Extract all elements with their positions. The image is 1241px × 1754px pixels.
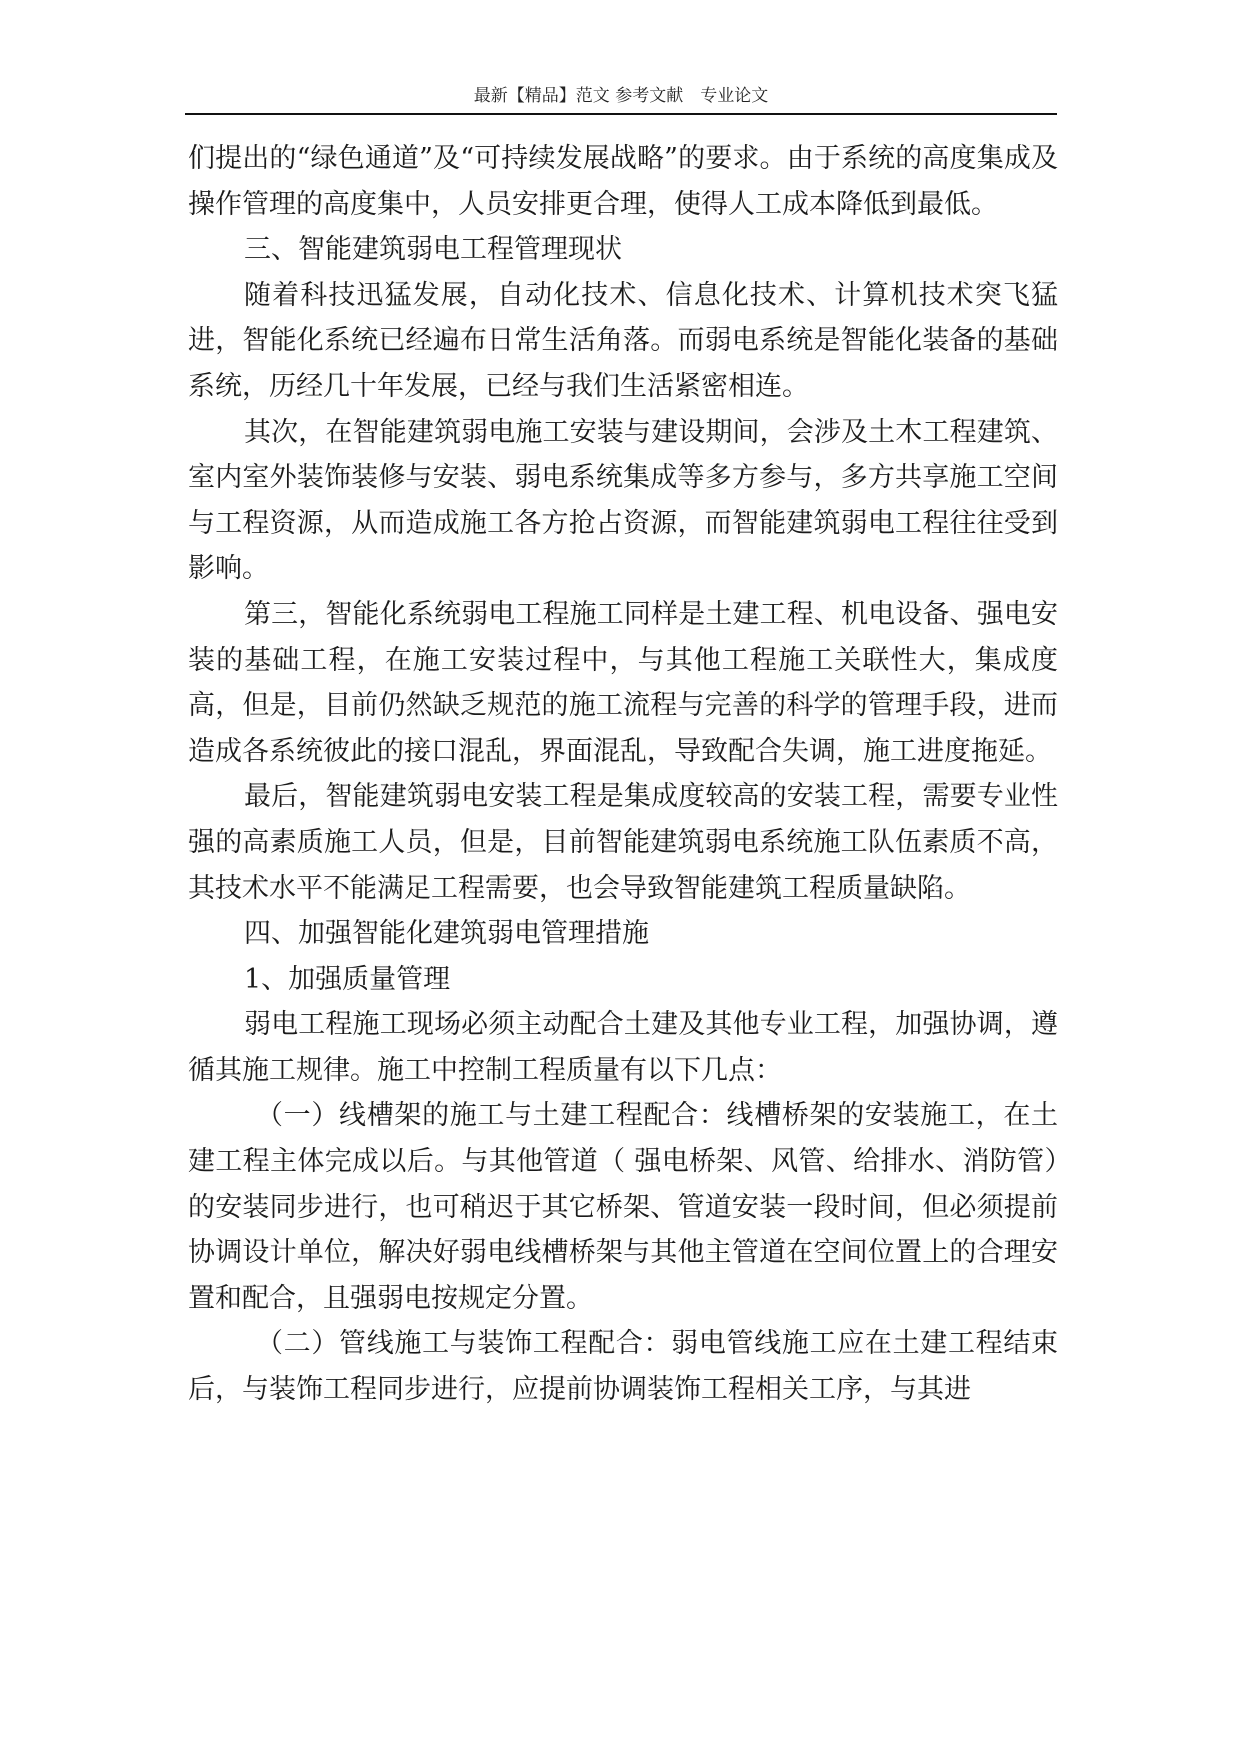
- header-divider: [185, 113, 1057, 115]
- paragraph: 最后，智能建筑弱电安装工程是集成度较高的安装工程，需要专业性强的高素质施工人员，但是，目前智能建筑弱电系统施工队伍素质不高，其技术水平不能满足工程需要，也会导致智能建筑工程质量缺陷。: [188, 781, 1058, 904]
- document-body: [188, 136, 1058, 1413]
- paragraph: 第三，智能化系统弱电工程施工同样是土建工程、机电设备、强电安装的基础工程，在施工安装过程中，与其他工程施工关联性大，集成度高，但是，目前仍然缺乏规范的施工流程与完善的科学的管理手段，进而造成各系统彼此的接口混乱，界面混乱，导致配合失调，施工进度拖延。: [188, 598, 1058, 767]
- paragraph-continuation: 们提出的“绿色通道”及“可持续发展战略”的要求。由于系统的高度集成及操作管理的高度集中，人员安排更合理，使得人工成本降低到最低。: [188, 143, 1058, 220]
- paragraph: 弱电工程施工现场必须主动配合土建及其他专业工程，加强协调，遵循其施工规律。施工中控制工程质量有以下几点：: [188, 1009, 1058, 1086]
- section-heading-3: 三、智能建筑弱电工程管理现状: [244, 234, 622, 266]
- section-heading-4: 四、加强智能化建筑弱电管理措施: [244, 918, 649, 950]
- paragraph-item-2: （二）管线施工与装饰工程配合：弱电管线施工应在土建工程结束后，与装饰工程同步进行，应提前协调装饰工程相关工序，与其进: [188, 1328, 1058, 1406]
- page-header: 最新【精品】范文 参考文献 专业论文: [473, 86, 769, 106]
- paragraph: 随着科技迅猛发展，自动化技术、信息化技术、计算机技术突飞猛进，智能化系统已经遍布日常生活角落。而弱电系统是智能化装备的基础系统，历经几十年发展，已经与我们生活紧密相连。: [188, 279, 1058, 402]
- subsection-heading-1: 1、加强质量管理: [244, 963, 451, 995]
- paragraph: 其次，在智能建筑弱电施工安装与建设期间，会涉及土木工程建筑、室内室外装饰装修与安装、弱电系统集成等多方参与，多方共享施工空间与工程资源，从而造成施工各方抢占资源，而智能建筑弱电工程往往受到影响。: [188, 416, 1058, 585]
- paragraph-item-1: （一）线槽架的施工与土建工程配合：线槽桥架的安装施工，在土建工程主体完成以后。与其他管道（ 强电桥架、风管、给排水、消防管）的安装同步进行，也可稍迟于其它桥架、管道安装一段时间，但必须提前协调设计单位，解决好弱电线槽桥架与其他主管道在空间位置上的合理安置和配合，且强弱电按规定分置。: [188, 1100, 1058, 1314]
